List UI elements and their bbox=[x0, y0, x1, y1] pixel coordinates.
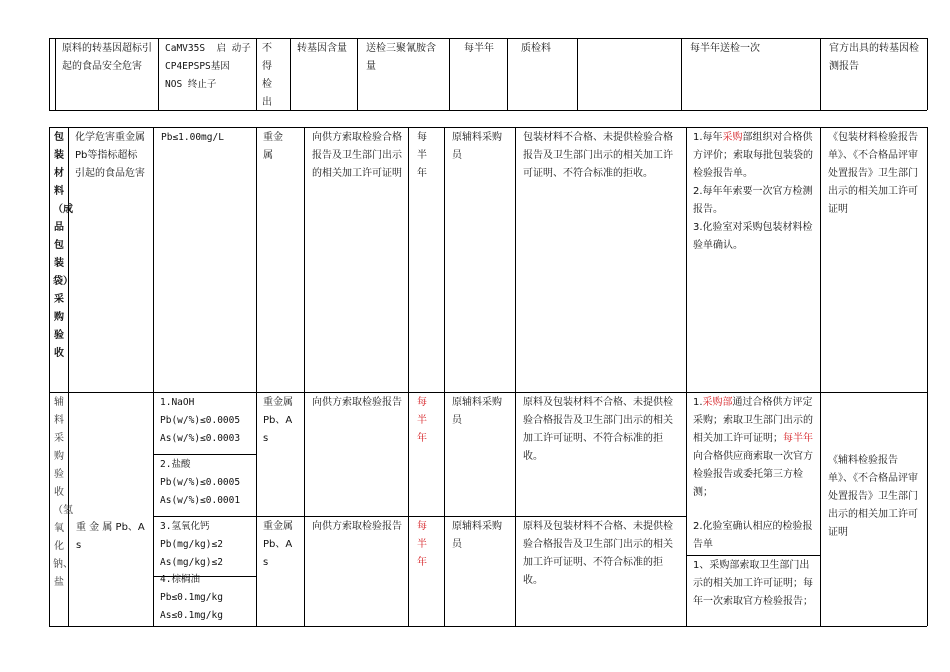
aux-indicator-1-name: 1.NaOH bbox=[160, 397, 195, 408]
aux-significance-a: 重金属Pb、As bbox=[263, 397, 293, 444]
aux-significance-b: 重金属Pb、As bbox=[263, 521, 293, 568]
aux-corrective-1-b: 通过合格供方评定采购；索取卫生部门出示的相关加工许可证明； bbox=[693, 397, 813, 444]
aux-indicator-4 bbox=[156, 571, 256, 625]
aux-deviation-b: 原料及包装材料不合格、未提供检验合格报告及卫生部门出示的相关加工许可证明、不符合标准的拒收。 bbox=[523, 521, 673, 586]
top-indicator: CaMV35S 启 动子 CP4EPSPS基因 NOS 终止子 bbox=[165, 43, 251, 90]
aux-indicator-1 bbox=[156, 394, 256, 454]
aux-indicator-4-line-b: As≤0.1mg/kg bbox=[160, 610, 223, 621]
pack-responsible: 原辅料采购员 bbox=[452, 132, 502, 161]
aux-indicator-2-line-a: Pb(w/%)≤0.0005 bbox=[160, 477, 241, 488]
pack-corrective-red: 采购 bbox=[722, 132, 743, 143]
top-frequency: 每半年 bbox=[464, 43, 494, 54]
pack-section-text: 包装材料（成品包装袋）采购验收 bbox=[53, 132, 73, 359]
pack-method: 向供方索取检验合格报告及卫生部门出示的相关加工许可证明 bbox=[312, 132, 402, 179]
aux-indicator-3 bbox=[156, 518, 256, 576]
aux-corrective-1-red: 采购部 bbox=[702, 397, 733, 408]
aux-corrective-1-c: 向合格供应商索取一次官方检验报告或委托第三方检测； bbox=[693, 451, 813, 498]
pack-indicator: Pb≤1.00mg/L bbox=[161, 132, 224, 143]
aux-responsible-b: 原辅料采购员 bbox=[452, 521, 502, 550]
aux-corrective-3: 1、采购部索取卫生部门出示的相关加工许可证明；每年一次索取官方检验报告； bbox=[693, 560, 813, 607]
aux-section-text: 辅料采购验收（氢氧化钠、盐 bbox=[53, 397, 73, 588]
pack-corrective-a: 1.每年 bbox=[693, 132, 723, 143]
aux-deviation-a: 原料及包装材料不合格、未提供检验合格报告及卫生部门出示的相关加工许可证明、不符合标准的拒收。 bbox=[523, 397, 673, 462]
pack-record: 《包装材料检验报告单》、《不合格品评审处置报告》卫生部门出示的相关加工许可证明 bbox=[828, 132, 918, 215]
top-corrective: 每半年送检一次 bbox=[690, 43, 760, 54]
top-method: 转基因含量 bbox=[297, 43, 347, 54]
aux-indicator-1-line-a: Pb(w/%)≤0.0005 bbox=[160, 415, 241, 426]
aux-method-b: 向供方索取检验报告 bbox=[312, 521, 402, 532]
pack-hazard: 化学危害重金属Pb等指标超标引起的食品危害 bbox=[75, 132, 145, 179]
aux-corrective-1 bbox=[689, 394, 819, 519]
aux-section-label bbox=[50, 394, 73, 625]
pack-significance: 重金属 bbox=[263, 132, 283, 161]
top-hazard: 原料的转基因超标引起的食品安全危害 bbox=[62, 43, 152, 72]
aux-indicator-3-line-a: Pb(mg/kg)≤2 bbox=[160, 539, 223, 550]
aux-corrective-2: 2.化验室确认相应的检验报告单 bbox=[693, 521, 813, 550]
aux-frequency-b: 每半年 bbox=[417, 521, 427, 568]
aux-hazard: 重 金 属 Pb、As bbox=[76, 522, 145, 551]
aux-indicator-3-name: 3.氢氧化钙 bbox=[160, 521, 210, 532]
top-record: 官方出具的转基因检测报告 bbox=[829, 43, 919, 72]
aux-frequency-a: 每半年 bbox=[417, 397, 427, 444]
aux-indicator-2-name: 2.盐酸 bbox=[160, 459, 191, 470]
pack-section-label bbox=[50, 129, 73, 391]
aux-corrective-1-a: 1. bbox=[693, 397, 703, 408]
aux-record: 《辅料检验报告单》、《不合格品评审处置报告》卫生部门出示的相关加工许可证明 bbox=[828, 455, 918, 538]
aux-method-a: 向供方索取检验报告 bbox=[312, 397, 402, 408]
aux-indicator-4-line-a: Pb≤0.1mg/kg bbox=[160, 592, 223, 603]
aux-indicator-2 bbox=[156, 456, 256, 516]
top-responsible: 质检料 bbox=[521, 43, 551, 54]
aux-indicator-3-line-b: As(mg/kg)≤2 bbox=[160, 557, 223, 568]
aux-responsible-a: 原辅料采购员 bbox=[452, 397, 502, 426]
aux-indicator-2-line-b: As(w/%)≤0.0001 bbox=[160, 495, 241, 506]
top-deviation bbox=[580, 40, 680, 108]
pack-corrective-b: 部组织对合格供方评价；索取每批包装袋的检验报告单。 2.每年年索要一次官方检测报告。 3.化验室对采购包装材料检验单确认。 bbox=[693, 132, 813, 251]
pack-corrective bbox=[689, 129, 819, 391]
aux-indicator-1-line-b: As(w/%)≤0.0003 bbox=[160, 433, 241, 444]
pack-deviation: 包装材料不合格、未提供检验合格报告及卫生部门出示的相关加工许可证明、不符合标准的拒收。 bbox=[523, 132, 673, 179]
aux-indicator-4-name: 4.棕榈油 bbox=[160, 574, 200, 585]
pack-frequency: 每半年 bbox=[417, 132, 427, 179]
top-means: 送检三聚氰胺含量 bbox=[366, 43, 436, 72]
aux-corrective-1-red2: 每半年 bbox=[783, 433, 813, 444]
top-significance: 不得检出 bbox=[262, 43, 272, 108]
